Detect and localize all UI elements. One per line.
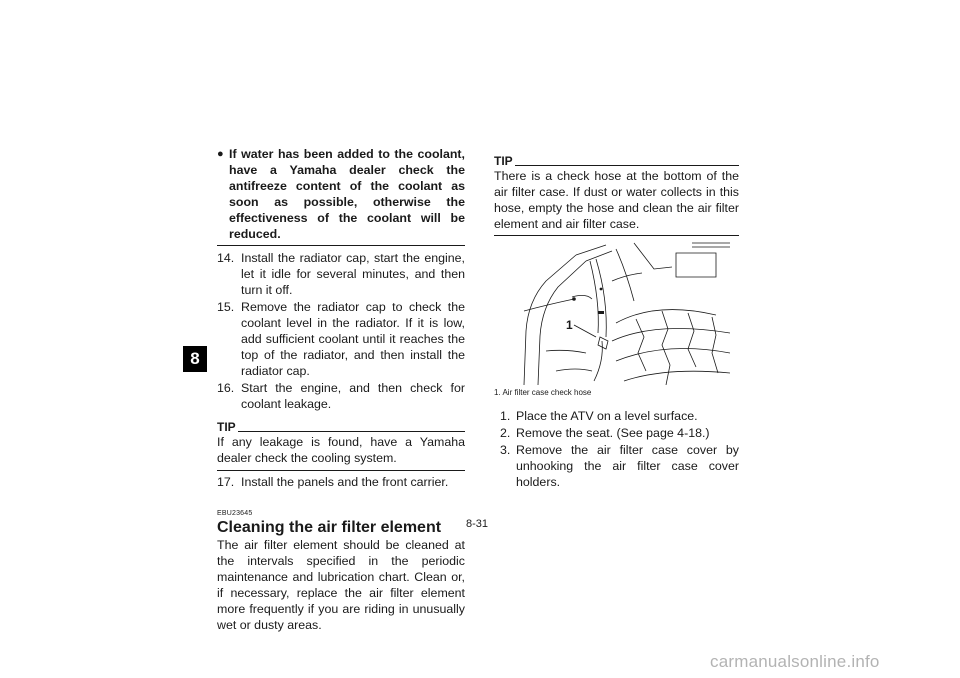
coolant-warning [217,146,465,242]
tip-text: There is a check hose at the bottom of the air filter case. If dust or water collects in this hose, empty the hose and clean the air filter element and air filter case. [494,169,739,231]
list-item: 16. Start the engine, and then check for coolant leakage. [217,381,465,411]
list-item: 17. Install the panels and the front carrier. [217,475,449,489]
tip-rule [238,431,465,432]
section-code: EBU23645 [217,510,253,517]
tip-header [217,420,465,434]
tip-end-rule [494,235,739,236]
air-filter-figure [516,241,730,385]
steps-list-a [217,250,465,412]
list-item: 2. Remove the seat. (See page 4-18.) [500,426,710,440]
tip-end-rule [217,470,465,471]
tip-label: TIP [494,154,513,168]
warning-text: If water has been added to the coolant, have a Yamaha dealer check the antifreeze content of the coolant as soon as possible, otherwise the effectiveness of the coolant will be reduced. [229,147,465,241]
tip-text: If any leakage is found, have a Yamaha dealer check the cooling system. [217,435,465,465]
tip-rule [515,165,739,166]
warning-divider [217,245,465,246]
tip-label: TIP [217,420,236,434]
bullet-icon: ● [217,148,224,160]
figure-callout: 1 [566,318,573,332]
list-item: 3. Remove the air filter case cover by unhooking the air filter case cover holders. [500,443,739,489]
atv-illustration [516,241,730,385]
watermark: carmanualsonline.info [710,652,880,671]
list-item: 1. Place the ATV on a level surface. [500,409,698,423]
section-heading: Cleaning the air filter element [217,519,442,536]
section-tab: 8 [183,346,207,372]
right-column [494,154,739,491]
steps-list-right [494,408,739,490]
figure-caption: 1. Air filter case check hose [494,388,592,397]
section-body: The air filter element should be cleaned at the intervals specified in the periodic maintenance and lubrication chart. Clean or, if necessary, replace the air filter element more frequently if you are riding in unusually wet or dusty areas. [217,538,465,632]
left-column [217,146,465,633]
steps-list-b [217,474,465,490]
list-item: 14. Install the radiator cap, start the engine, let it idle for several minutes, and then turn it off. [217,251,465,297]
leader-line [574,325,596,337]
tip-header [494,154,739,168]
page-number: 8-31 [466,518,489,530]
list-item: 15. Remove the radiator cap to check the coolant level in the radiator. If it is low, add sufficient coolant until it reaches the top of the radiator, and then install the radiator cap. [217,300,465,378]
